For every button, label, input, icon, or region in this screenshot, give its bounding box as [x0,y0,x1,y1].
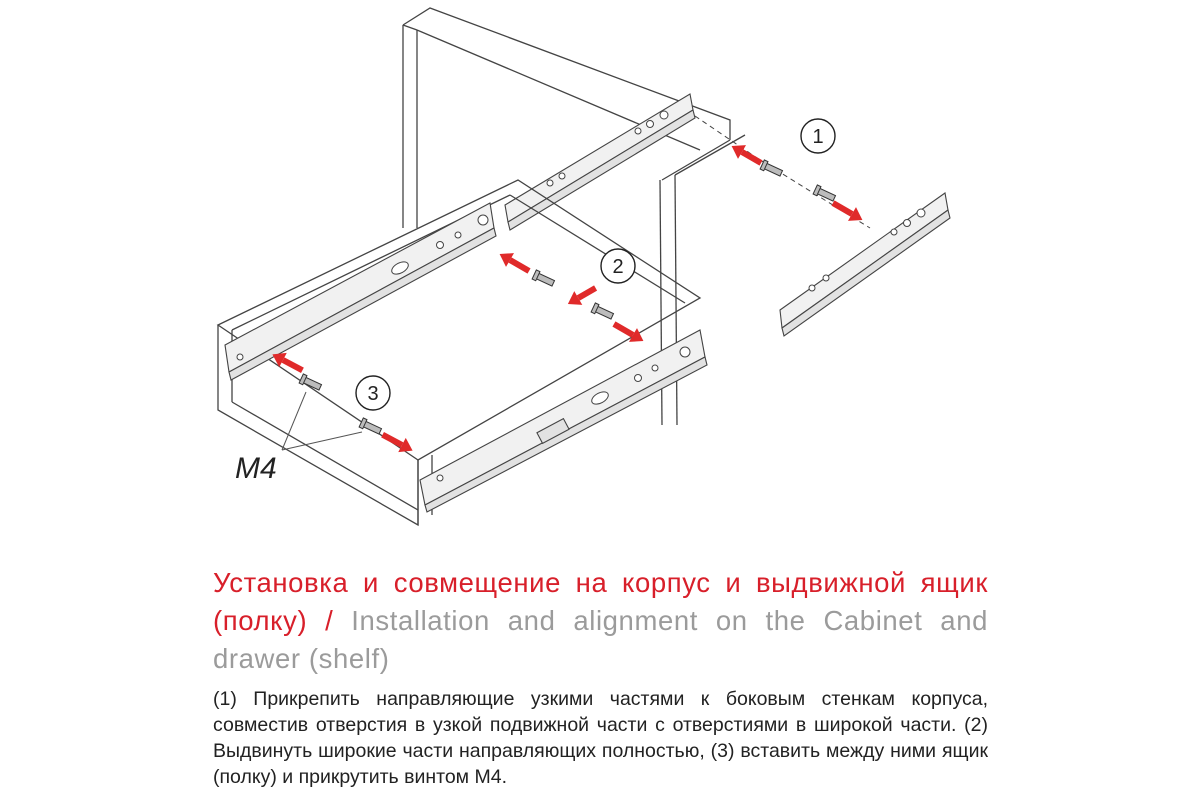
marker-3 [356,376,390,410]
page-title [213,564,988,678]
instructions-text: (1) Прикрепить направляющие узкими частями к боковым стенкам корпуса, совместив отверстия в узкой подвижной части с отверстиями в широкой части. (2) Выдвинуть широкие части направляющих полностью, (3) вставить между ними ящик (полку) и прикрутить винтом М4. [213,688,988,788]
screw-label: M4 [235,452,277,485]
m4-leader-lines [282,392,362,450]
svg-text:2: 2 [612,256,624,278]
drawer-rail-right [420,330,707,512]
cabinet-rail-right [760,160,950,336]
title-english: Installation and alignment on the Cabinet and drawer (shelf) [213,605,988,674]
svg-text:3: 3 [367,383,379,405]
drawer-rail-left [225,203,496,380]
marker-2 [601,249,635,283]
marker-1 [801,119,835,153]
title-russian: Установка и совмещение на корпус и выдвижной ящик (полку) / [213,567,988,636]
svg-text:1: 1 [812,126,824,148]
cabinet-rail-left [505,94,760,230]
